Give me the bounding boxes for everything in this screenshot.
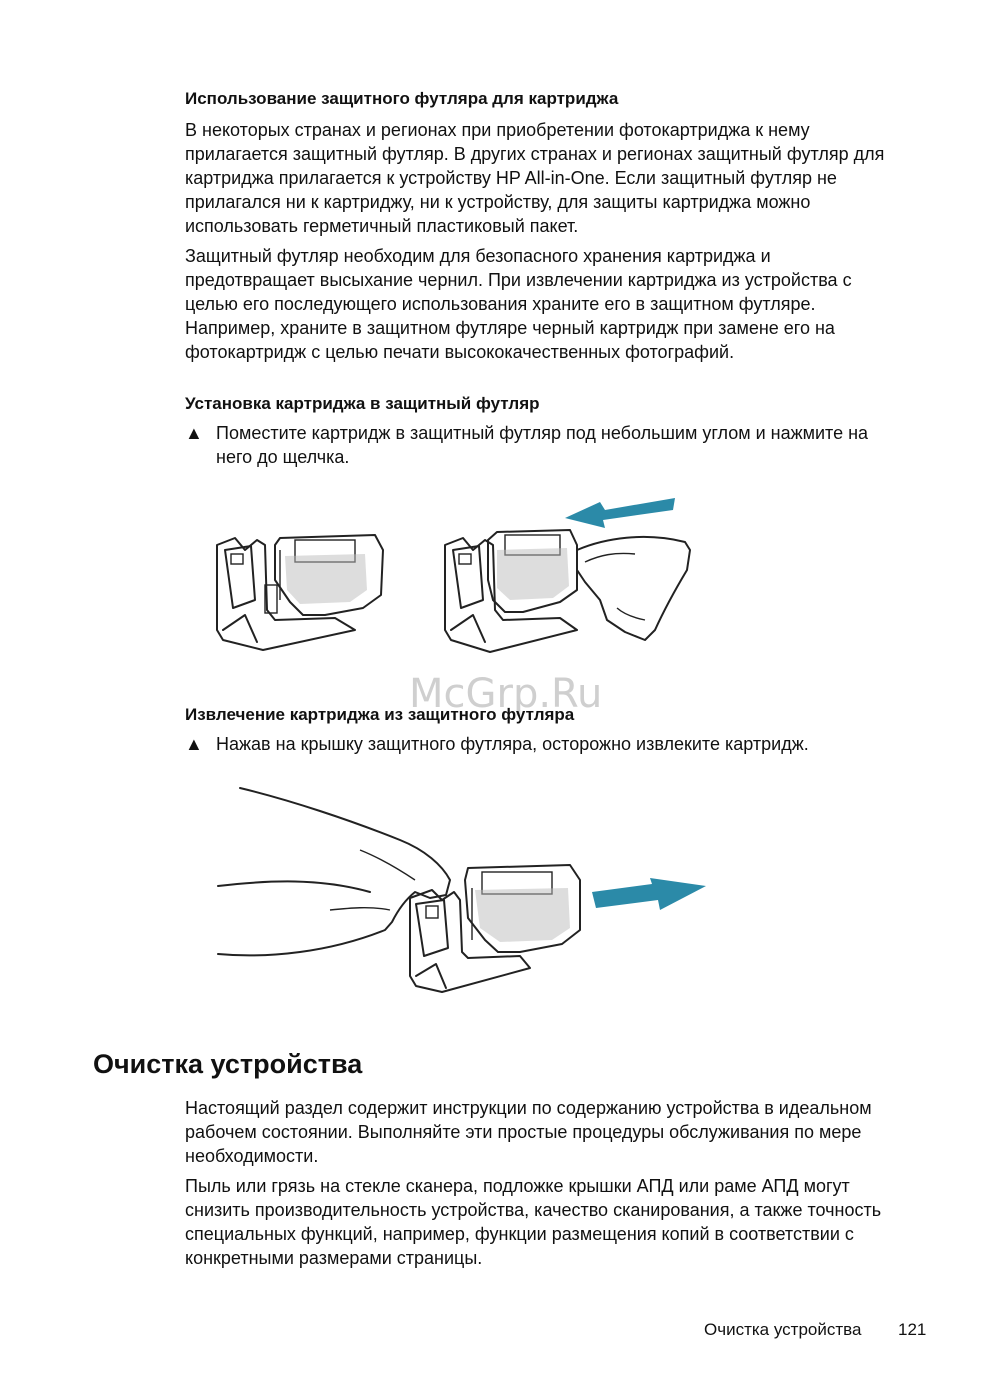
triangle-bullet-icon: ▲	[185, 734, 203, 754]
chapter-heading-cleaning: Очистка устройства	[93, 1049, 363, 1079]
text-line: использовать герметичный пластиковый пакет.	[185, 216, 579, 236]
hand-icon	[218, 788, 450, 955]
text-line: Например, храните в защитном футляре черный картридж при замене его на	[185, 318, 835, 338]
hand-icon	[577, 537, 690, 640]
text-line: Поместите картридж в защитный футляр под небольшим углом и нажмите на	[216, 423, 869, 443]
text-line: Защитный футляр необходим для безопасного хранения картриджа и	[185, 246, 771, 266]
bullet-insert-step	[185, 421, 945, 469]
footer-section-name: Очистка устройства	[704, 1320, 862, 1339]
text-line: картриджа прилагается к устройству HP All-in-One. Если защитный футляр не	[185, 168, 837, 188]
arrow-left-icon	[565, 498, 675, 528]
text-line: рабочем состоянии. Выполняйте эти простые процедуры обслуживания по мере	[185, 1122, 862, 1142]
text-line: Настоящий раздел содержит инструкции по содержанию устройства в идеальном	[185, 1098, 872, 1118]
bullet-remove-step	[185, 732, 945, 756]
paragraph-protector-purpose	[185, 244, 852, 364]
paragraph-cleaning-intro	[185, 1096, 872, 1168]
footer-page-number: 121	[898, 1320, 927, 1339]
text-line: В некоторых странах и регионах при приобретении фотокартриджа к нему	[185, 120, 810, 140]
paragraph-protector-intro	[185, 118, 884, 238]
text-line: целью его последующего использования храните его в защитном футляре.	[185, 294, 816, 314]
ink-cartridge-icon	[488, 530, 577, 612]
text-line: снизить производительность устройства, качество сканирования, а также точность	[185, 1200, 882, 1220]
text-line: предотвращает высыхание чернил. При извлечении картриджа из устройства с	[185, 270, 852, 290]
section-heading-insert: Установка картриджа в защитный футляр	[185, 394, 540, 413]
text-line: прилагается защитный футляр. В других странах и регионах защитный футляр для	[185, 144, 885, 164]
text-line: прилагался ни к картриджу, ни к устройству, для защиты картриджа можно	[185, 192, 811, 212]
text-line: специальных функций, например, функции размещения копий в соответствии с	[185, 1224, 854, 1244]
triangle-bullet-icon: ▲	[185, 423, 203, 443]
paragraph-cleaning-dust	[185, 1174, 881, 1270]
text-line: необходимости.	[185, 1146, 319, 1166]
arrow-right-icon	[592, 878, 706, 910]
text-line: Пыль или грязь на стекле сканера, подложке крышки АПД или раме АПД могут	[185, 1176, 850, 1196]
insert-cartridge-illustration	[205, 490, 700, 670]
ink-cartridge-icon	[465, 865, 580, 952]
ink-cartridge-icon	[265, 535, 383, 615]
section-heading-remove: Извлечение картриджа из защитного футляра	[185, 705, 575, 724]
watermark: McGrp.Ru	[409, 671, 603, 717]
text-line: фотокартридж с целью печати высококачественных фотографий.	[185, 342, 735, 362]
text-line: него до щелчка.	[216, 447, 350, 467]
text-line: Нажав на крышку защитного футляра, осторожно извлеките картридж.	[216, 734, 809, 754]
remove-cartridge-illustration	[210, 780, 710, 1015]
text-line: конкретными размерами страницы.	[185, 1248, 483, 1268]
section-heading-protector: Использование защитного футляра для картриджа	[185, 89, 619, 108]
